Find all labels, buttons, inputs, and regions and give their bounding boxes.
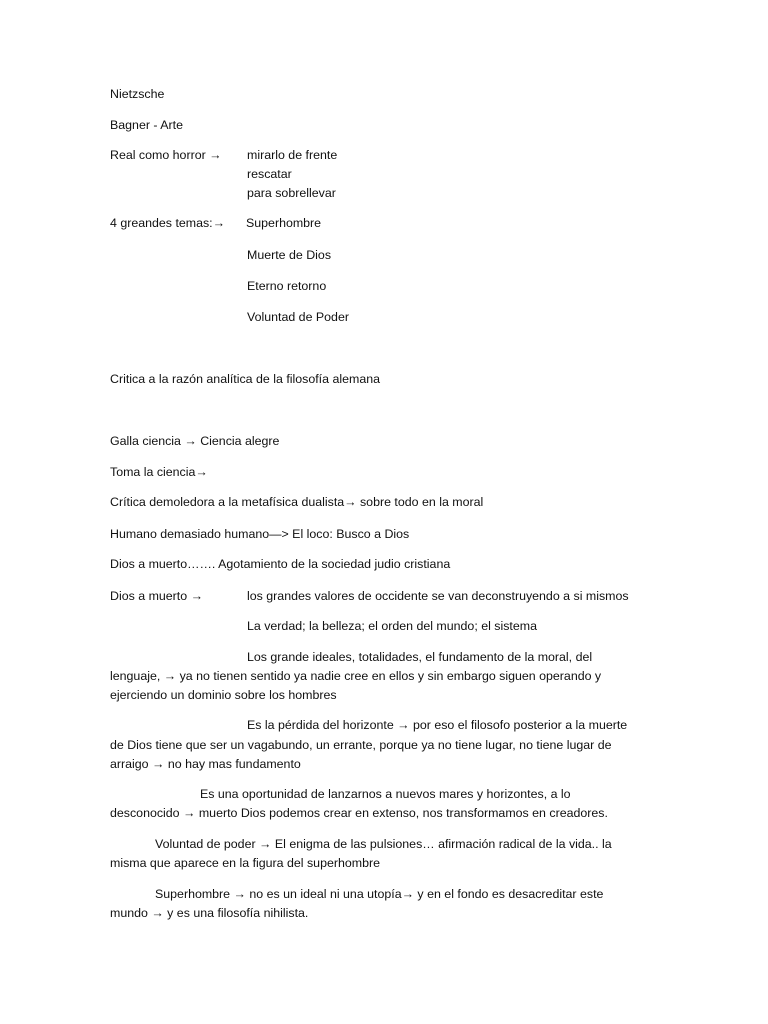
tema-item: Voluntad de Poder bbox=[247, 310, 349, 324]
paragraph-line: mundo → y es una filosofía nihilista. bbox=[110, 906, 309, 920]
paragraph-line: Voluntad de poder → El enigma de las pulsiones… afirmación radical de la vida.. la bbox=[155, 837, 612, 851]
paragraph-line: Superhombre → no es un ideal ni una utopía→ y en el fondo es desacreditar este bbox=[155, 887, 604, 901]
temas-label: 4 greandes temas:→ bbox=[110, 216, 226, 230]
real-item: rescatar bbox=[247, 167, 292, 181]
paragraph-line: Es la pérdida del horizonte → por eso el filosofo posterior a la muerte bbox=[247, 718, 628, 732]
dios-label: Dios a muerto → bbox=[110, 589, 203, 603]
paragraph-line: misma que aparece en la figura del superhombre bbox=[110, 856, 380, 870]
real-item: para sobrellevar bbox=[247, 186, 336, 200]
paragraph-line: arraigo → no hay mas fundamento bbox=[110, 757, 301, 771]
paragraph-line: los grandes valores de occidente se van deconstruyendo a si mismos bbox=[247, 589, 629, 603]
paragraph-line: ejerciendo un dominio sobre los hombres bbox=[110, 688, 337, 702]
paragraph-line: Humano demasiado humano—> El loco: Busco a Dios bbox=[110, 527, 410, 541]
doc-subtitle: Bagner - Arte bbox=[110, 118, 184, 132]
paragraph-line: Es una oportunidad de lanzarnos a nuevos mares y horizontes, a lo bbox=[200, 787, 571, 801]
paragraph-line: Crítica demoledora a la metafísica dualista→ sobre todo en la moral bbox=[110, 495, 484, 509]
paragraph-line: de Dios tiene que ser un vagabundo, un errante, porque ya no tiene lugar, no tiene lugar de bbox=[110, 738, 612, 752]
paragraph-line: desconocido → muerto Dios podemos crear en extenso, nos transformamos en creadores. bbox=[110, 806, 608, 820]
paragraph-line: Critica a la razón analítica de la filosofía alemana bbox=[110, 372, 380, 386]
paragraph-line: lenguaje, → ya no tienen sentido ya nadie cree en ellos y sin embargo siguen operando y bbox=[110, 669, 602, 683]
tema-item: Muerte de Dios bbox=[247, 248, 332, 262]
paragraph-line: Los grande ideales, totalidades, el fundamento de la moral, del bbox=[247, 650, 593, 664]
paragraph-line: Galla ciencia → Ciencia alegre bbox=[110, 434, 280, 448]
paragraph-line: Toma la ciencia→ bbox=[110, 465, 208, 479]
paragraph-line: Dios a muerto……. Agotamiento de la sociedad judio cristiana bbox=[110, 557, 451, 571]
tema-item: Superhombre bbox=[246, 216, 322, 230]
tema-item: Eterno retorno bbox=[247, 279, 327, 293]
real-label: Real como horror → bbox=[110, 148, 222, 162]
paragraph-line: La verdad; la belleza; el orden del mundo; el sistema bbox=[247, 619, 537, 633]
doc-title: Nietzsche bbox=[110, 87, 165, 101]
real-item: mirarlo de frente bbox=[247, 148, 338, 162]
